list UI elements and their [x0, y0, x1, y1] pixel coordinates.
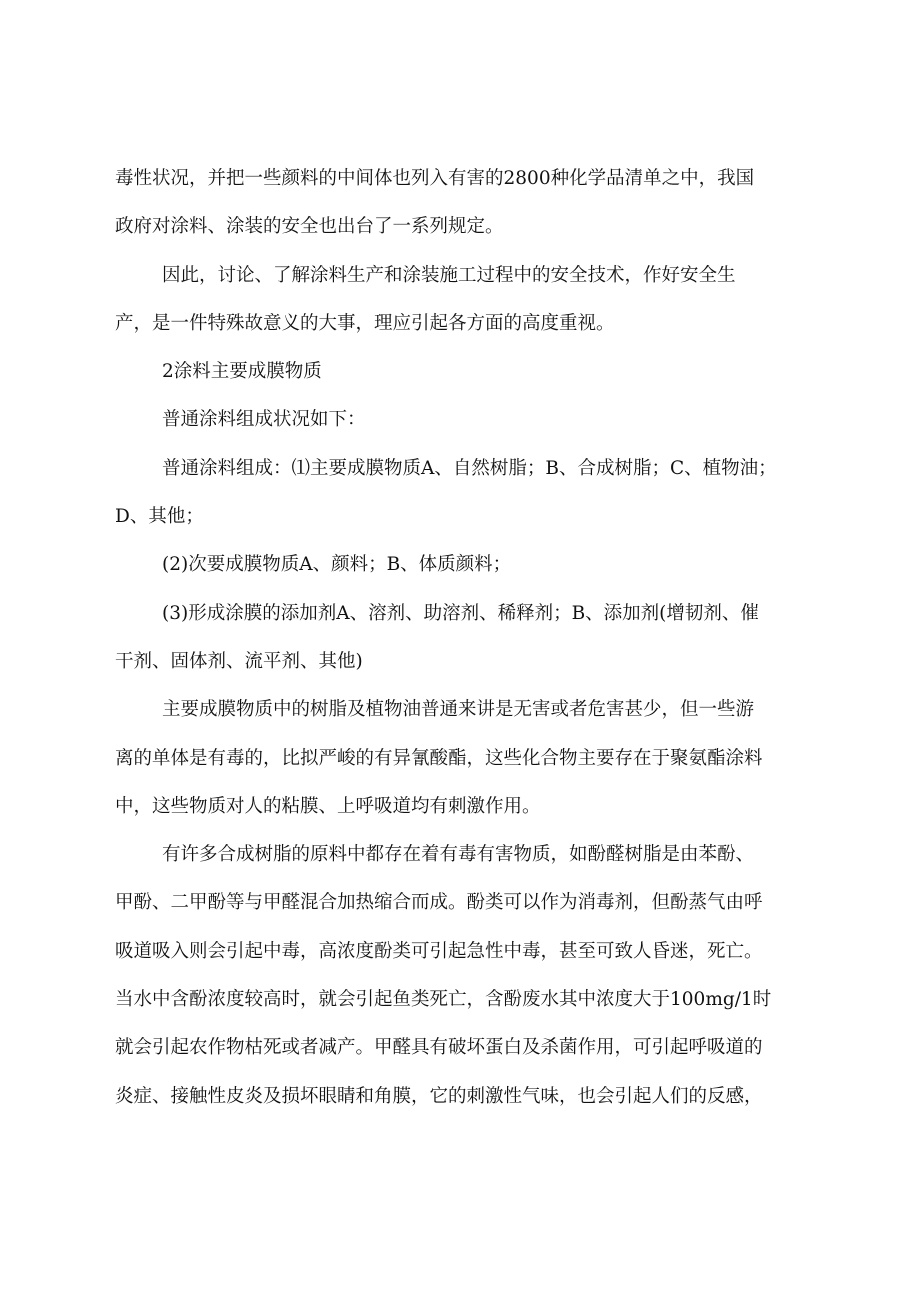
text-line: 中，这些物质对人的粘膜、上呼吸道均有刺激作用。: [115, 795, 541, 817]
text-line: (3)形成涂膜的添加剂A、溶剂、助溶剂、稀释剂；B、添加剂(增韧剂、催: [162, 602, 759, 624]
text-line: 甲酚、二甲酚等与甲醛混合加热缩合而成。酚类可以作为消毒剂，但酚蒸气由呼: [115, 892, 763, 914]
section-heading: 2涂料主要成膜物质: [162, 361, 322, 383]
text-line: 主要成膜物质中的树脂及植物油普通来讲是无害或者危害甚少，但一些游: [162, 699, 755, 721]
text-line: 因此，讨论、了解涂料生产和涂装施工过程中的安全技术，作好安全生: [162, 264, 736, 286]
text-line: 产，是一件特殊故意义的大事，理应引起各方面的高度重视。: [115, 312, 615, 334]
text-line: 普通涂料组成：⑴主要成膜物质A、自然树脂；B、合成树脂；C、植物油；: [162, 457, 777, 479]
text-line: 离的单体是有毒的，比拟严峻的有异氰酸酯，这些化合物主要存在于聚氨酯涂料: [115, 747, 763, 769]
text-line: 政府对涂料、涂装的安全也出台了一系列规定。: [115, 216, 504, 238]
text-line: 毒性状况，并把一些颜料的中间体也列入有害的2800种化学品清单之中，我国: [115, 168, 755, 189]
text-line: D、其他；: [115, 506, 204, 528]
text-line: 吸道吸入则会引起中毒，高浓度酚类可引起急性中毒，甚至可致人昏迷，死亡。: [115, 940, 763, 962]
text-line: 普通涂料组成状况如下：: [162, 409, 366, 431]
document-body: [115, 155, 815, 1121]
text-line: 就会引起农作物枯死或者减产。甲醛具有破坏蛋白及杀菌作用，可引起呼吸道的: [115, 1037, 763, 1059]
text-line: 当水中含酚浓度较高时，就会引起鱼类死亡，含酚废水其中浓度大于100mg/1时: [115, 989, 772, 1011]
text-line: (2)次要成膜物质A、颜料；B、体质颜料；: [162, 554, 512, 576]
text-line: 干剂、固体剂、流平剂、其他): [115, 650, 363, 672]
text-line: 炎症、接触性皮炎及损坏眼睛和角膜，它的刺激性气味，也会引起人们的反感，: [115, 1085, 763, 1107]
text-line: 有许多合成树脂的原料中都存在着有毒有害物质，如酚醛树脂是由苯酚、: [162, 844, 755, 866]
